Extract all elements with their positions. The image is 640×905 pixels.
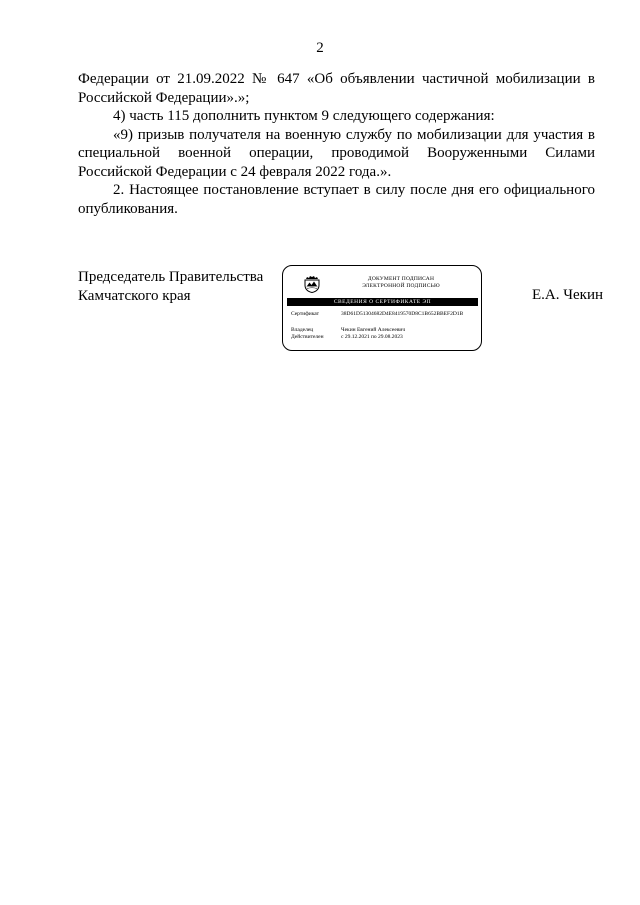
paragraph-item-4: 4) часть 115 дополнить пунктом 9 следующего содержания:: [113, 108, 495, 124]
paragraph-item-9: «9) призыв получателя на военную службу по мобилизации для участия в специальной военной операции, проводимой Вооруженными Силами Российской Федерации с 24 февраля 2022 года.».: [78, 126, 595, 180]
signer-name: Е.А. Чекин: [532, 287, 603, 303]
owner-label: Владелец: [291, 327, 314, 333]
electronic-signature-stamp: [282, 265, 482, 351]
paragraph-continuation: Федерации от 21.09.2022 № 647 «Об объявлении частичной мобилизации в Российской Федерации».»;: [78, 71, 595, 106]
page-number: 2: [316, 40, 324, 56]
stamp-certificate-bar: СВЕДЕНИЯ О СЕРТИФИКАТЕ ЭП: [287, 298, 478, 306]
stamp-header: [331, 276, 471, 289]
validity-label: Действителен: [291, 334, 324, 340]
certificate-value: 38D61D51304682D4E8419570D8C1B652BBEF2D1B: [341, 311, 464, 317]
certificate-label: Сертификат: [291, 311, 319, 317]
signer-title-line1: Председатель Правительства: [78, 269, 264, 285]
owner-value: Чекин Евгений Алексеевич: [341, 327, 406, 333]
paragraph-effective-date: 2. Настоящее постановление вступает в силу после дня его официального опубликования.: [78, 182, 595, 217]
stamp-header-line2: ЭЛЕКТРОННОЙ ПОДПИСЬЮ: [362, 282, 440, 289]
stamp-header-line1: ДОКУМЕНТ ПОДПИСАН: [367, 276, 435, 282]
validity-value: с 29.12.2021 по 29.08.2023: [341, 334, 403, 340]
document-body: [78, 70, 595, 218]
signer-title-line2: Камчатского края: [78, 287, 191, 304]
coat-of-arms-icon: [303, 273, 321, 293]
signer-title: [78, 268, 263, 305]
